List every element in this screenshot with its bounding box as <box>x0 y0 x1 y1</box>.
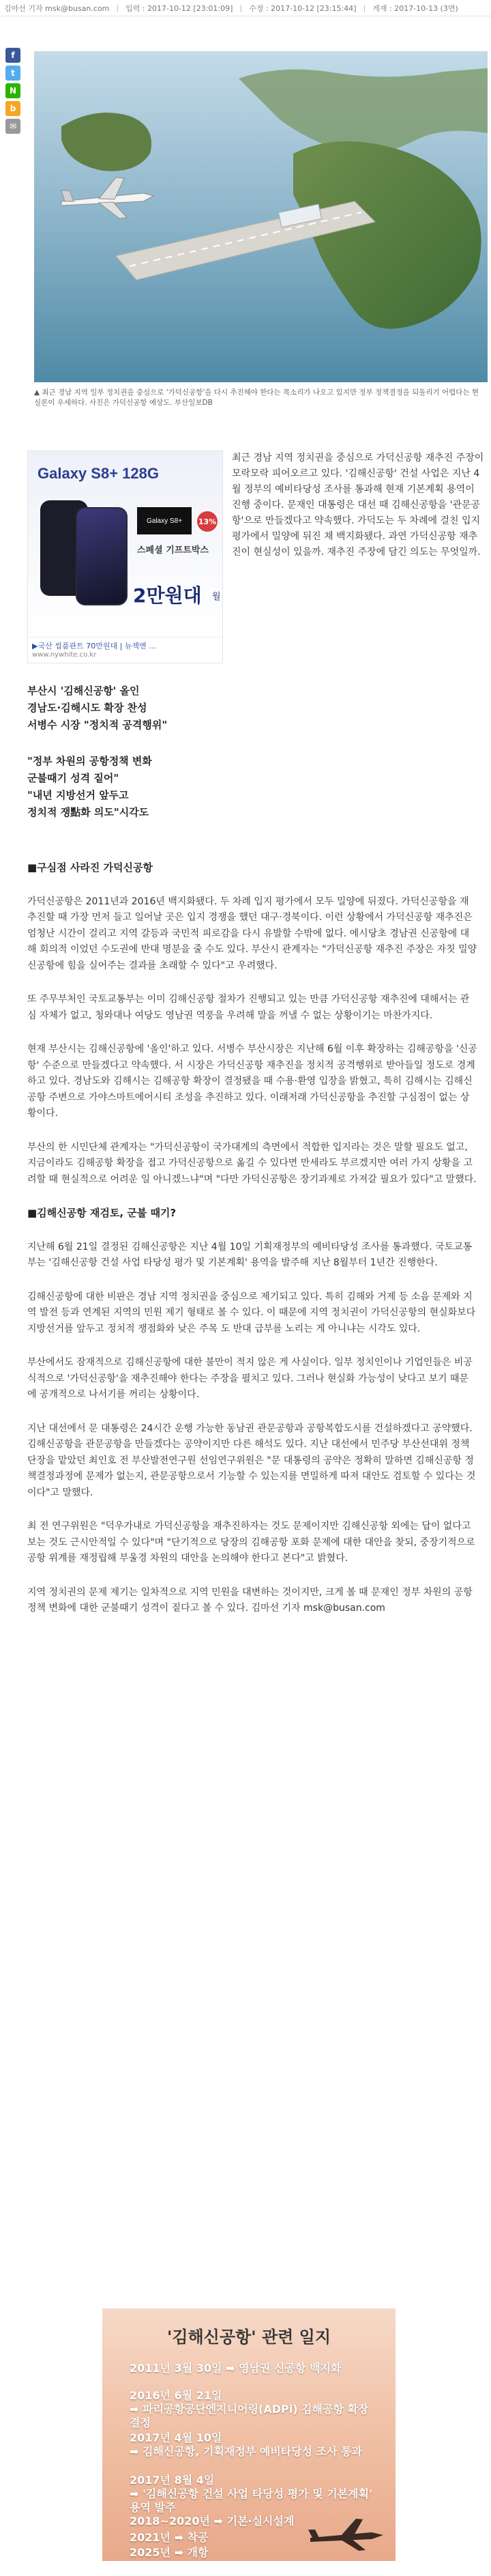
hero-image <box>34 51 488 382</box>
body-paragraph: 부산에서도 잠재적으로 김해신공항에 대한 불만이 적지 않은 게 사실이다. 일부 정치인이나 기업인들은 비공식적으로 '가덕신공항'을 재추진해야 한다는 주장을 펼치고 있다. 그러나 현실화 가능성이 낮다고 보기 때문에 공개적으로 나서기를 꺼리는 상황이다. <box>27 1357 473 1400</box>
timeline-row: 2016년 6월 21일 ➡ 파리공항공단엔지니어링(ADPi) 김해공항 확장 결정 <box>130 2389 369 2429</box>
timeline-graphic <box>102 2308 396 2561</box>
summary-line: "내년 지방선거 앞두고 <box>27 789 129 801</box>
ad-price: 2만원대 <box>133 584 202 607</box>
ad-footer <box>28 637 222 663</box>
discount-badge: 13% <box>197 511 218 532</box>
summary-line: 경남도·김해시도 확장 찬성 <box>27 702 147 714</box>
timeline-date: 2025년 <box>130 2546 170 2559</box>
summary-line: 부산시 '김해신공항' 올인 <box>27 685 140 697</box>
ad-product-title: Galaxy S8+ 128G <box>38 465 159 482</box>
section-heading: ■구심점 사라진 가덕신공항 <box>27 861 153 874</box>
ad-subtitle: 스페셜 기프트박스 <box>137 545 209 556</box>
lead-paragraph-block <box>232 450 484 560</box>
printed-date: 게재 : 2017-10-13 (3면) <box>372 3 458 13</box>
body-paragraph: 최 전 연구위원은 "덕우가내로 가덕신공항을 재추진하자는 것도 문제이지만 김해신공항 외에는 답이 없다고 보는 것도 근시안적일 수 있다"며 "단기적으로 당장의 김해공항 포화 문제에 대한 대안을 찾되, 중장기적으로 공항 위계를 재정립해 부울경 차원의 대안을 논의해야 한다고 본다"고 밝혔다. <box>27 1521 475 1564</box>
separator: | <box>363 3 366 12</box>
article-body <box>27 860 477 1635</box>
ad-footer-url[interactable]: www.nywhite.co.kr <box>32 651 97 659</box>
summary-line: 군불때기 성격 짙어" <box>27 772 119 784</box>
timeline-row: 2021년 ➡ 착공 <box>130 2531 209 2544</box>
body-paragraph: 가덕신공항은 2011년과 2016년 백지화됐다. 두 차례 입지 평가에서 모두 밀양에 뒤졌다. 가덕신공항을 재추진할 때 가장 먼저 들고 일어날 곳은 입지 경쟁을 했던 대구·경북이다. 이런 상황에서 가덕신공항 재추진은 엄청난 시간이 걸리고 지역 갈등과 국민적 피로감을 다시 유발할 수밖에 없다. 에시당초 경남권 신공항에 대해 회의적 이었던 수도권에 반대 명분을 줄 수도 있다. 부산시 관계자는 "가덕신공항 재추진 주장은 자칫 밀양신공항에 힘을 실어주는 결과를 초래할 수 있다"고 우려했다. <box>27 896 477 971</box>
naver-share-icon[interactable]: N <box>5 83 20 98</box>
byline: 김아선 기자 msk@busan.com <box>4 3 110 13</box>
body-paragraph: 김해신공항에 대한 비판은 경남 지역 정치권을 중심으로 제기되고 있다. 특히 김해와 거제 등 소음 문제와 지역 발전 등과 연계된 지역의 민원 제기 형태로 볼 수 있다. 이 때문에 지역 정치권이 가덕신공항의 현실화보다 지방선거를 앞두고 정치적 쟁점화와 낮은 주목 도 반대 급부를 노리는 게 아니냐는 시각도 있다. <box>27 1291 476 1334</box>
timeline-event: 김해신공항, 기획재정부 예비타당성 조사 통과 <box>142 2445 363 2458</box>
separator: | <box>116 3 119 12</box>
timeline-event: 착공 <box>187 2531 209 2544</box>
lead-paragraph: 최근 경남 지역 정치권을 중심으로 가덕신공항 재추진 주장이 모락모락 피어오르고 있다. '김해신공항' 건설 사업은 지난 4월 정부의 예비타당성 조사를 통과해 현재 기본계획 용역이 진행 중이다. 문재인 대통령은 대선 때 김해신공항을 '관문공항'으로 만들겠다고 약속했다. 가덕도는 두 차례에 걸친 입지 평가에서 밀양에 뒤진 채 백지화됐다. 과연 가덕신공항 재추진이 현실성이 있을까. 재추진 주장에 담긴 의도는 무엇일까. <box>232 453 484 558</box>
summary-line: "정부 차원의 공항정책 변화 <box>27 755 152 767</box>
summary-headlines <box>27 683 436 840</box>
section-heading: ■김해신공항 재검토, 군불 때기? <box>27 1207 177 1219</box>
summary-group-1 <box>27 683 436 734</box>
timeline-row: 2018~2020년 ➡ 기본·실시설계 <box>130 2515 295 2528</box>
article-meta-bar <box>0 0 491 16</box>
body-paragraph: 현재 부산시는 김해신공항에 '올인'하고 있다. 서병수 부산시장은 지난해 6월 이후 확장하는 김해공항을 '신공항' 수준으로 만들겠다고 약속했다. 서 시장은 가덕신공항 재추진을 정치적 공격행위로 받아들일 정도로 경계하고 있다. 경남도와 김해시는 김해공항 확장이 결정됐을 때 수용·환영 입장을 밝혔고, 특히 김해시는 김해신공항 주변으로 가야스마트에어시티 조성을 추진하고 있다. 이래저래 가덕신공항을 추진할 구심점이 없는 상황이다. <box>27 1044 477 1119</box>
ad-price-unit: 월 <box>212 592 221 602</box>
timeline-date: 2017년 4월 10일 <box>130 2431 222 2444</box>
timeline-row: 2017년 8월 4일 ➡ '김해신공항 건설 사업 타당성 평가 및 기본계획' 용역 발주 <box>130 2474 372 2514</box>
summary-group-2 <box>27 753 436 821</box>
timeline-event: 개항 <box>187 2546 209 2559</box>
email-share-icon[interactable]: ✉ <box>5 119 20 134</box>
timeline-event: '김해신공항 건설 사업 타당성 평가 및 기본계획' 용역 발주 <box>130 2487 372 2514</box>
timeline-date: 2018~2020년 <box>130 2515 210 2528</box>
published-date: 입력 : 2017-10-12 [23:01:09] <box>125 3 233 13</box>
twitter-share-icon[interactable]: t <box>5 66 20 81</box>
body-paragraph: 지난해 6월 21일 결정된 김해신공항은 지난 4월 10일 기획재정부의 예비타당성 조사를 통과했다. 국토교통부는 '김해신공항 건설 사업 타당성 평가 및 기본계획' 용역을 발주해 지난 8월부터 1년간 진행한다. <box>27 1241 473 1268</box>
airplane-icon <box>307 2513 389 2554</box>
share-bar <box>5 48 20 134</box>
facebook-share-icon[interactable]: f <box>5 48 20 63</box>
body-paragraph: 또 주무부처인 국토교통부는 이미 김해신공항 절차가 진행되고 있는 만큼 가덕신공항 재추진에 대해서는 관심 자체가 없고, 청와대나 여당도 영남권 역풍을 우려해 말을 꺼낼 수 없는 상황이기는 마찬가지다. <box>27 994 470 1021</box>
edited-date: 수정 : 2017-10-12 [23:15:44] <box>249 3 357 13</box>
timeline-title: '김해신공항' 관련 일지 <box>166 2328 331 2347</box>
timeline-date: 2021년 <box>130 2531 170 2544</box>
timeline-row: 2025년 ➡ 개항 <box>130 2546 209 2559</box>
phone-image-front <box>76 507 128 605</box>
ad-footer-link[interactable]: ▶국산 씹품관트 70만원대 | 뉴젝엔 ... <box>32 642 156 650</box>
hero-caption: ▲ 최근 경남 지역 일부 정치권을 중심으로 '가덕신공항'을 다시 추진해야 한다는 목소리가 나오고 있지만 정부 정책결정을 되돌리기 어렵다는 현실론이 우세하다. 사진은 가덕신공항 예상도. 부산일보DB <box>34 388 479 407</box>
timeline-event: 기본·실시설계 <box>226 2515 295 2528</box>
timeline-row: 2011년 3월 30일 ➡ 영남권 신공항 백지화 <box>130 2362 342 2375</box>
timeline-event: 파리공항공단엔지니어링(ADPi) 김해공항 확장 결정 <box>130 2403 369 2429</box>
timeline-date: 2016년 6월 21일 <box>130 2389 222 2402</box>
summary-line: 정치적 쟁點화 의도"시각도 <box>27 806 149 818</box>
separator: | <box>239 3 243 12</box>
summary-line: 서병수 시장 "정치적 공격행위" <box>27 719 168 731</box>
advertisement[interactable] <box>27 450 223 663</box>
body-paragraph: 지역 정치권의 문제 제기는 일차적으로 지역 민원을 대변하는 것이지만, 크게 볼 때 문재인 정부 차원의 공항정책 변화에 대한 군불때기 성격이 짙다고 볼 수 있다. 김마선 기자 msk@busan.com <box>27 1586 473 1614</box>
timeline-row: 2017년 4월 10일 ➡ 김해신공항, 기획재정부 예비타당성 조사 통과 <box>130 2431 363 2458</box>
gift-box-image: Galaxy S8+ <box>137 507 192 534</box>
timeline-event: 영남권 신공항 백지화 <box>239 2362 342 2375</box>
airport-rendering-illustration <box>34 51 488 382</box>
body-paragraph: 부산의 한 시민단체 관계자는 "가덕신공항이 국가대계의 측면에서 적합한 입지라는 것은 말할 필요도 없고, 지금이라도 김해공항 확장을 접고 가덕신공항으로 옮길 수 있다면 만세라도 부르겠지만 여러 가지 상황을 고려할 때 현실적으로 어려운 일 아니겠느냐"며 "다만 가덕신공항은 장기과제로 가져갈 필요가 있다"고 말했다. <box>27 1141 477 1185</box>
timeline-date: 2011년 3월 30일 <box>130 2362 222 2375</box>
timeline-date: 2017년 8월 4일 <box>130 2474 215 2487</box>
body-paragraph: 지난 대선에서 문 대통령은 24시간 운행 가능한 동남권 관문공항과 공항복합도시를 건설하겠다고 공약했다. 김해신공항을 관문공항을 만들겠다는 공약이지만 다른 해석도 있다. 지난 대선에서 민주당 부산선대위 정책단장을 맡았던 최인호 전 부산발전연구원 선임연구위원은 "문 대통령의 공약은 정확히 말하면 김해신공항 정책결정과정에 문제가 없는지, 관문공항으로서 기능할 수 있는지를 면밀하게 따져 대안도 검토할 수 있다는 것이다"고 말했다. <box>27 1422 476 1498</box>
band-share-icon[interactable]: b <box>5 101 20 116</box>
